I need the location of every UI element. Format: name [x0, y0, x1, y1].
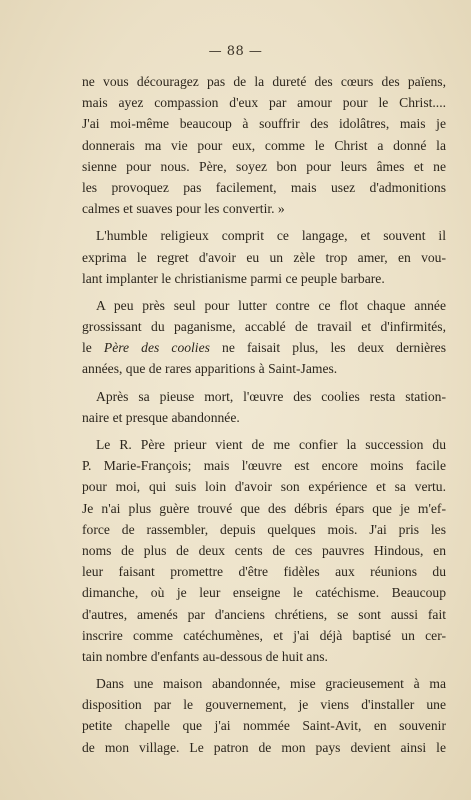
text-line: naire et presque abandonnée.: [82, 409, 240, 425]
text-line: dimanche, où je leur enseigne le catéchisme. Beaucoup: [82, 585, 446, 601]
text-line: de mon village. Le patron de mon pays devient ainsi le: [82, 739, 446, 755]
text-line: leur faisant promettre d'être fidèles aux réunions du: [82, 564, 446, 580]
text-line: force de rassembler, depuis quelques mois. J'ai pris les: [82, 521, 446, 537]
text-line: Dans une maison abandonnée, mise gracieusement à ma: [96, 676, 446, 692]
text-fragment: le: [82, 340, 104, 356]
text-line: J'ai moi-même beaucoup à souffrir des idolâtres, mais je: [82, 116, 446, 132]
text-line: lant implanter le christianisme parmi ce peuple barbare.: [82, 270, 385, 286]
text-line: disposition par le gouvernement, je viens d'installer une: [82, 697, 446, 713]
paragraph-1: [82, 71, 446, 219]
paragraph-3: [82, 295, 446, 380]
text-line: L'humble religieux comprit ce langage, et souvent il: [96, 228, 446, 244]
text-line: A peu près seul pour lutter contre ce flot chaque année: [96, 297, 446, 313]
body-text: [82, 71, 446, 758]
paragraph-5: [82, 434, 446, 667]
text-line: grossissant du paganisme, accablé de travail et d'infirmités,: [82, 319, 446, 335]
text-line: les provoquez pas facilement, mais usez d'admonitions: [82, 179, 446, 195]
text-line: Après sa pieuse mort, l'œuvre des coolies resta station-: [96, 388, 446, 404]
italic-title: Père des coolies: [103, 340, 210, 356]
text-line: pour moi, qui suis loin d'avoir son expérience et sa vertu.: [82, 479, 446, 495]
text-line: ne vous découragez pas de la dureté des cœurs des païens,: [82, 74, 446, 89]
text-line: inscrire comme catéchumènes, et j'ai déjà baptisé un cer-: [82, 627, 446, 643]
text-line: [82, 337, 446, 358]
text-line: exprima le regret d'avoir eu un zèle trop amer, en vou-: [82, 249, 446, 265]
text-line: sienne pour nous. Père, soyez bon pour leurs âmes et ne: [82, 158, 446, 174]
text-line: petite chapelle que j'ai nommée Saint-Avit, en souvenir: [82, 718, 446, 734]
paragraph-2: [82, 225, 446, 289]
text-line: donnerais ma vie pour eux, comme le Christ a donné la: [82, 137, 446, 153]
text-line: Le R. Père prieur vient de me confier la succession du: [96, 437, 446, 452]
text-line: années, que de rares apparitions à Saint-James.: [82, 361, 338, 377]
page-number: — 88 —: [208, 44, 263, 59]
text-line: Je n'ai plus guère trouvé que des débris épars que je m'ef-: [82, 500, 446, 516]
text-line: P. Marie-François; mais l'œuvre est encore moins facile: [82, 458, 446, 474]
paragraph-6: [82, 673, 446, 758]
text-line: mais ayez compassion d'eux par amour pour le Christ....: [82, 95, 446, 111]
text-line: noms de plus de deux cents de ces pauvres Hindous, en: [82, 542, 446, 558]
text-fragment: ne faisait plus, les deux dernières: [209, 340, 446, 356]
text-line: calmes et suaves pour les convertir. »: [82, 201, 285, 217]
text-line: tain nombre d'enfants au-dessous de huit ans.: [82, 648, 328, 664]
paragraph-4: [82, 386, 446, 428]
text-line: d'autres, amenés par d'anciens chrétiens, se sont aussi fait: [82, 606, 446, 622]
